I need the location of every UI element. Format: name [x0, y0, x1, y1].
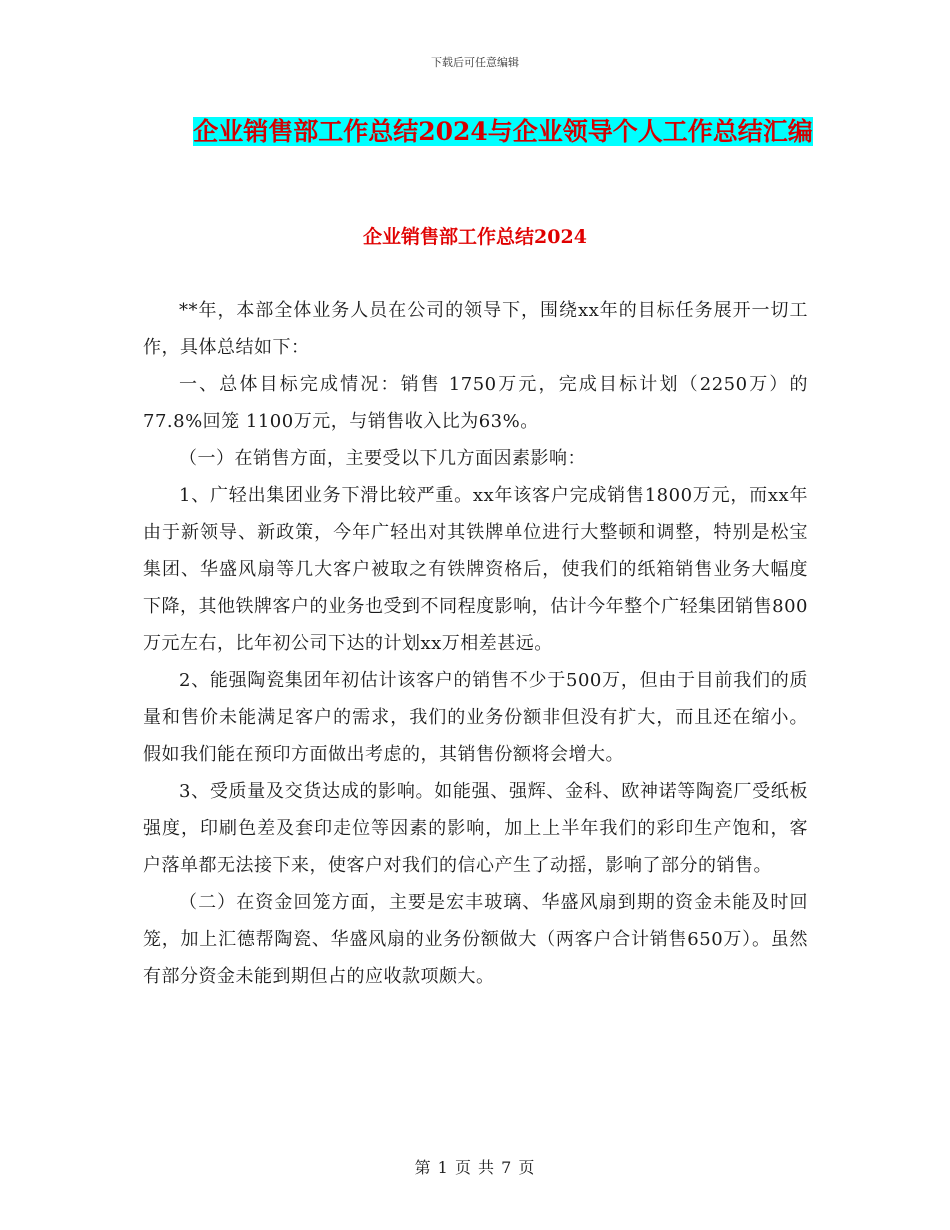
paragraph: 3、受质量及交货达成的影响。如能强、强辉、金科、欧神诺等陶瓷厂受纸板强度，印刷色差及套印走位等因素的影响，加上上半年我们的彩印生产饱和，客户落单都无法接下来，使客户对我们的信心产生了动摇，影响了部分的销售。: [143, 781, 808, 876]
document-title: [188, 110, 818, 154]
header-note: 下载后可任意编辑: [431, 56, 519, 69]
paragraph: 2、能强陶瓷集团年初估计该客户的销售不少于500万，但由于目前我们的质量和售价未能满足客户的需求，我们的业务份额非但没有扩大，而且还在缩小。假如我们能在预印方面做出考虑的，其销售份额将会增大。: [143, 670, 808, 765]
document-body: [143, 292, 808, 995]
paragraph: （一）在销售方面，主要受以下几方面因素影响：: [179, 448, 586, 469]
paragraph: （二）在资金回笼方面，主要是宏丰玻璃、华盛风扇到期的资金未能及时回笼，加上汇德帮陶瓷、华盛风扇的业务份额做大（两客户合计销售650万）。虽然有部分资金未能到期但占的应收款项颇大。: [143, 892, 808, 987]
document-title-text: 企业销售部工作总结2024与企业领导个人工作总结汇编: [193, 117, 813, 146]
paragraph: 一、总体目标完成情况：销售 1750万元，完成目标计划（2250万）的77.8%回笼 1100万元，与销售收入比为63%。: [143, 374, 808, 432]
paragraph: 1、广轻出集团业务下滑比较严重。xx年该客户完成销售1800万元，而xx年由于新领导、新政策，今年广轻出对其铁牌单位进行大整顿和调整，特别是松宝集团、华盛风扇等几大客户被取之有铁牌资格后，使我们的纸箱销售业务大幅度下降，其他铁牌客户的业务也受到不同程度影响，估计今年整个广轻集团销售800万元左右，比年初公司下达的计划xx万相差甚远。: [143, 485, 808, 654]
section-title: 企业销售部工作总结2024: [363, 226, 587, 248]
page-footer: 第 1 页 共 7 页: [414, 1158, 536, 1177]
paragraph: **年，本部全体业务人员在公司的领导下，围绕xx年的目标任务展开一切工作，具体总结如下：: [143, 300, 808, 358]
